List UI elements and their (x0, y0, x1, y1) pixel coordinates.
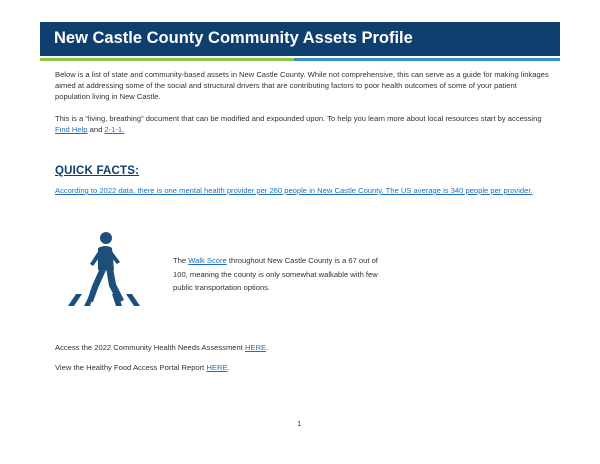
pedestrian-crosswalk-icon (62, 230, 144, 310)
food-access-line (55, 363, 230, 372)
accent-line-green (40, 58, 294, 61)
intro-paragraph: Below is a list of state and community-based assets in New Castle County. While not comprehensive, this can serve as a guide for making linkages aimed at addressing some of the social and structural drivers that are contributing factors to poor health outcomes of some of your patient population living in New Castle. (55, 70, 549, 102)
link-211[interactable]: 2-1-1. (104, 125, 125, 135)
header-bar (40, 22, 560, 56)
accent-line-blue (294, 58, 560, 61)
walk-text-before: The (173, 256, 187, 265)
walk-score-link[interactable]: Walk Score (188, 256, 227, 265)
quick-facts-heading: QUICK FACTS: (55, 165, 140, 177)
food-here-link[interactable]: HERE (206, 363, 228, 372)
chna-here-link[interactable]: HERE (244, 343, 267, 352)
chna-line (55, 343, 268, 352)
walk-text-after: throughout New Castle County is a 67 out of 100, meaning the county is only somewhat walkable with few public transportation options. (173, 256, 378, 292)
walk-score-text (173, 254, 378, 295)
food-text: View the Healthy Food Access Portal Report (55, 363, 205, 372)
and-text: and (89, 125, 103, 135)
find-help-link[interactable]: Find Help (55, 125, 88, 135)
mental-health-stat-link[interactable]: According to 2022 data, there is one mental health provider per 260 people in New Castle County. The US average is 340 people per provider. (55, 186, 533, 195)
chna-text: Access the 2022 Community Health Needs Assessment (55, 343, 243, 352)
chna-period: . (266, 343, 269, 352)
mental-health-stat (55, 185, 550, 196)
intro-paragraph-resources (55, 113, 550, 135)
page-title: New Castle County Community Assets Profile (54, 29, 413, 47)
food-period: . (227, 363, 230, 372)
resources-text: This is a “living, breathing” document that can be modified and expounded upon. To help you learn more about local resources start by accessing (55, 114, 542, 123)
page-number: 1 (297, 419, 302, 428)
